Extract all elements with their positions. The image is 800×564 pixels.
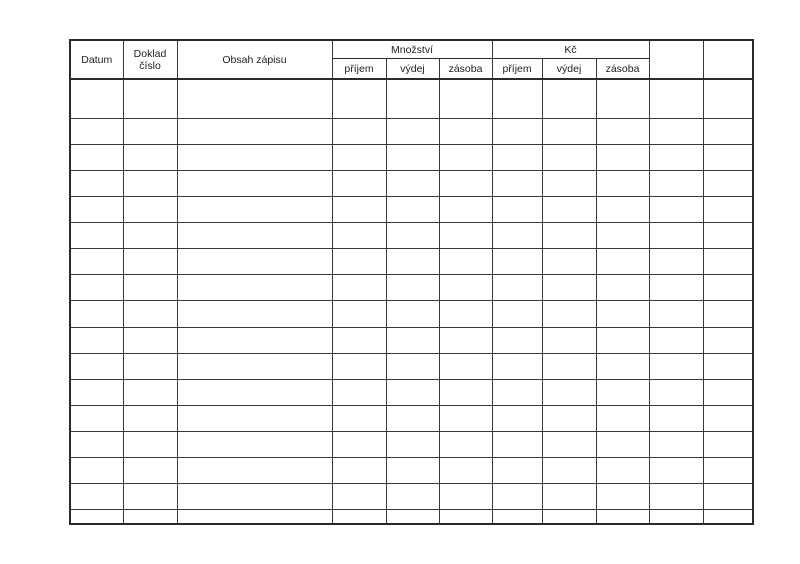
cell-datum[interactable] <box>71 431 123 457</box>
cell-obsah-zapisu[interactable] <box>177 301 332 327</box>
header-mnozstvi-prijem: příjem <box>332 59 386 80</box>
cell-kc-zasoba[interactable] <box>596 458 649 484</box>
cell-extra-2[interactable] <box>703 458 752 484</box>
cell-mnozstvi-zasoba[interactable] <box>439 275 492 301</box>
cell-extra-1[interactable] <box>649 510 703 523</box>
cell-obsah-zapisu[interactable] <box>177 223 332 249</box>
cell-extra-2[interactable] <box>703 405 752 431</box>
cell-kc-vydej[interactable] <box>542 170 596 196</box>
header-obsah-zapisu: Obsah zápisu <box>177 41 332 79</box>
cell-mnozstvi-prijem[interactable] <box>332 275 386 301</box>
cell-mnozstvi-zasoba[interactable] <box>439 405 492 431</box>
cell-doklad-cislo[interactable] <box>123 510 177 523</box>
cell-extra-1[interactable] <box>649 118 703 144</box>
cell-extra-2[interactable] <box>703 327 752 353</box>
cell-extra-2[interactable] <box>703 379 752 405</box>
header-datum: Datum <box>71 41 123 79</box>
cell-doklad-cislo[interactable] <box>123 458 177 484</box>
cell-mnozstvi-zasoba[interactable] <box>439 170 492 196</box>
cell-mnozstvi-prijem[interactable] <box>332 327 386 353</box>
cell-kc-vydej[interactable] <box>542 431 596 457</box>
cell-datum[interactable] <box>71 405 123 431</box>
cell-extra-1[interactable] <box>649 223 703 249</box>
cell-obsah-zapisu[interactable] <box>177 144 332 170</box>
cell-mnozstvi-vydej[interactable] <box>386 223 439 249</box>
cell-extra-1[interactable] <box>649 170 703 196</box>
cell-kc-prijem[interactable] <box>492 144 542 170</box>
cell-extra-2[interactable] <box>703 223 752 249</box>
cell-datum[interactable] <box>71 353 123 379</box>
cell-extra-2[interactable] <box>703 484 752 510</box>
cell-kc-prijem[interactable] <box>492 510 542 523</box>
cell-datum[interactable] <box>71 223 123 249</box>
cell-extra-1[interactable] <box>649 379 703 405</box>
cell-mnozstvi-prijem[interactable] <box>332 301 386 327</box>
cell-extra-2[interactable] <box>703 275 752 301</box>
cell-kc-prijem[interactable] <box>492 458 542 484</box>
cell-extra-1[interactable] <box>649 353 703 379</box>
cell-doklad-cislo[interactable] <box>123 79 177 118</box>
cell-datum[interactable] <box>71 275 123 301</box>
cell-doklad-cislo[interactable] <box>123 144 177 170</box>
cell-kc-zasoba[interactable] <box>596 379 649 405</box>
cell-kc-vydej[interactable] <box>542 275 596 301</box>
cell-kc-vydej[interactable] <box>542 144 596 170</box>
cell-mnozstvi-zasoba[interactable] <box>439 249 492 275</box>
table-row <box>71 79 752 118</box>
cell-extra-1[interactable] <box>649 79 703 118</box>
cell-kc-prijem[interactable] <box>492 379 542 405</box>
cell-kc-prijem[interactable] <box>492 118 542 144</box>
cell-extra-1[interactable] <box>649 405 703 431</box>
cell-mnozstvi-prijem[interactable] <box>332 379 386 405</box>
cell-doklad-cislo[interactable] <box>123 118 177 144</box>
cell-kc-zasoba[interactable] <box>596 353 649 379</box>
cell-extra-1[interactable] <box>649 301 703 327</box>
cell-obsah-zapisu[interactable] <box>177 327 332 353</box>
cell-kc-prijem[interactable] <box>492 431 542 457</box>
cell-mnozstvi-vydej[interactable] <box>386 118 439 144</box>
cell-mnozstvi-vydej[interactable] <box>386 301 439 327</box>
cell-kc-vydej[interactable] <box>542 379 596 405</box>
cell-kc-prijem[interactable] <box>492 484 542 510</box>
header-kc-vydej: výdej <box>542 59 596 80</box>
cell-obsah-zapisu[interactable] <box>177 79 332 118</box>
cell-mnozstvi-vydej[interactable] <box>386 275 439 301</box>
cell-datum[interactable] <box>71 458 123 484</box>
cell-doklad-cislo[interactable] <box>123 327 177 353</box>
cell-kc-prijem[interactable] <box>492 249 542 275</box>
table-row <box>71 275 752 301</box>
cell-extra-2[interactable] <box>703 197 752 223</box>
cell-kc-vydej[interactable] <box>542 79 596 118</box>
cell-obsah-zapisu[interactable] <box>177 431 332 457</box>
cell-kc-vydej[interactable] <box>542 484 596 510</box>
cell-kc-zasoba[interactable] <box>596 170 649 196</box>
cell-mnozstvi-vydej[interactable] <box>386 405 439 431</box>
cell-kc-vydej[interactable] <box>542 301 596 327</box>
cell-kc-prijem[interactable] <box>492 170 542 196</box>
cell-datum[interactable] <box>71 170 123 196</box>
header-doklad-cislo <box>123 41 177 79</box>
table-row <box>71 327 752 353</box>
table-row <box>71 405 752 431</box>
cell-kc-prijem[interactable] <box>492 327 542 353</box>
cell-kc-zasoba[interactable] <box>596 118 649 144</box>
cell-extra-1[interactable] <box>649 327 703 353</box>
cell-doklad-cislo[interactable] <box>123 275 177 301</box>
cell-mnozstvi-zasoba[interactable] <box>439 118 492 144</box>
cell-obsah-zapisu[interactable] <box>177 197 332 223</box>
cell-kc-zasoba[interactable] <box>596 144 649 170</box>
cell-datum[interactable] <box>71 510 123 523</box>
cell-extra-1[interactable] <box>649 484 703 510</box>
cell-mnozstvi-prijem[interactable] <box>332 223 386 249</box>
cell-doklad-cislo[interactable] <box>123 301 177 327</box>
cell-mnozstvi-vydej[interactable] <box>386 379 439 405</box>
header-kc-prijem: příjem <box>492 59 542 80</box>
cell-kc-zasoba[interactable] <box>596 249 649 275</box>
cell-mnozstvi-prijem[interactable] <box>332 170 386 196</box>
table-row <box>71 458 752 484</box>
cell-kc-prijem[interactable] <box>492 301 542 327</box>
cell-extra-2[interactable] <box>703 79 752 118</box>
cell-mnozstvi-vydej[interactable] <box>386 144 439 170</box>
cell-mnozstvi-vydej[interactable] <box>386 249 439 275</box>
cell-kc-zasoba[interactable] <box>596 197 649 223</box>
cell-extra-2[interactable] <box>703 249 752 275</box>
table-row <box>71 301 752 327</box>
cell-doklad-cislo[interactable] <box>123 170 177 196</box>
cell-mnozstvi-prijem[interactable] <box>332 431 386 457</box>
cell-mnozstvi-zasoba[interactable] <box>439 301 492 327</box>
cell-obsah-zapisu[interactable] <box>177 510 332 523</box>
cell-mnozstvi-vydej[interactable] <box>386 327 439 353</box>
table-row <box>71 353 752 379</box>
cell-obsah-zapisu[interactable] <box>177 458 332 484</box>
cell-mnozstvi-prijem[interactable] <box>332 353 386 379</box>
cell-mnozstvi-prijem[interactable] <box>332 79 386 118</box>
cell-doklad-cislo[interactable] <box>123 431 177 457</box>
cell-kc-zasoba[interactable] <box>596 405 649 431</box>
ledger-body <box>71 79 752 523</box>
cell-kc-vydej[interactable] <box>542 118 596 144</box>
cell-kc-vydej[interactable] <box>542 510 596 523</box>
cell-datum[interactable] <box>71 197 123 223</box>
header-doklad-line1: Doklad <box>133 47 167 60</box>
table-row <box>71 249 752 275</box>
table-row <box>71 170 752 196</box>
cell-kc-zasoba[interactable] <box>596 275 649 301</box>
header-mnozstvi-vydej: výdej <box>386 59 439 80</box>
cell-kc-prijem[interactable] <box>492 79 542 118</box>
cell-kc-zasoba[interactable] <box>596 301 649 327</box>
cell-kc-vydej[interactable] <box>542 458 596 484</box>
cell-kc-zasoba[interactable] <box>596 223 649 249</box>
cell-mnozstvi-vydej[interactable] <box>386 484 439 510</box>
cell-kc-zasoba[interactable] <box>596 431 649 457</box>
cell-mnozstvi-prijem[interactable] <box>332 405 386 431</box>
cell-doklad-cislo[interactable] <box>123 405 177 431</box>
cell-doklad-cislo[interactable] <box>123 484 177 510</box>
cell-mnozstvi-prijem[interactable] <box>332 118 386 144</box>
cell-mnozstvi-prijem[interactable] <box>332 484 386 510</box>
cell-extra-1[interactable] <box>649 458 703 484</box>
header-mnozstvi-zasoba: zásoba <box>439 59 492 80</box>
cell-extra-2[interactable] <box>703 118 752 144</box>
cell-kc-prijem[interactable] <box>492 405 542 431</box>
cell-kc-vydej[interactable] <box>542 197 596 223</box>
cell-mnozstvi-zasoba[interactable] <box>439 458 492 484</box>
cell-extra-1[interactable] <box>649 197 703 223</box>
cell-doklad-cislo[interactable] <box>123 223 177 249</box>
cell-mnozstvi-prijem[interactable] <box>332 249 386 275</box>
cell-mnozstvi-zasoba[interactable] <box>439 223 492 249</box>
cell-datum[interactable] <box>71 301 123 327</box>
cell-mnozstvi-prijem[interactable] <box>332 510 386 523</box>
cell-mnozstvi-vydej[interactable] <box>386 353 439 379</box>
cell-mnozstvi-vydej[interactable] <box>386 431 439 457</box>
ledger-sheet <box>69 39 754 525</box>
table-row <box>71 223 752 249</box>
header-kc: Kč <box>492 41 649 59</box>
cell-mnozstvi-vydej[interactable] <box>386 170 439 196</box>
table-row <box>71 197 752 223</box>
cell-mnozstvi-vydej[interactable] <box>386 510 439 523</box>
cell-extra-1[interactable] <box>649 275 703 301</box>
cell-mnozstvi-prijem[interactable] <box>332 458 386 484</box>
cell-mnozstvi-prijem[interactable] <box>332 144 386 170</box>
header-doklad-line2: číslo <box>139 59 161 72</box>
cell-kc-prijem[interactable] <box>492 197 542 223</box>
table-row <box>71 379 752 405</box>
cell-extra-2[interactable] <box>703 170 752 196</box>
cell-kc-vydej[interactable] <box>542 353 596 379</box>
cell-kc-zasoba[interactable] <box>596 79 649 118</box>
cell-mnozstvi-zasoba[interactable] <box>439 510 492 523</box>
cell-datum[interactable] <box>71 484 123 510</box>
cell-kc-zasoba[interactable] <box>596 484 649 510</box>
cell-mnozstvi-zasoba[interactable] <box>439 484 492 510</box>
cell-datum[interactable] <box>71 79 123 118</box>
table-row <box>71 431 752 457</box>
header-extra-2 <box>703 41 752 79</box>
cell-mnozstvi-zasoba[interactable] <box>439 197 492 223</box>
cell-obsah-zapisu[interactable] <box>177 275 332 301</box>
cell-extra-1[interactable] <box>649 249 703 275</box>
header-extra-1 <box>649 41 703 79</box>
table-row <box>71 510 752 523</box>
cell-kc-prijem[interactable] <box>492 223 542 249</box>
cell-datum[interactable] <box>71 379 123 405</box>
cell-doklad-cislo[interactable] <box>123 249 177 275</box>
header-kc-zasoba: zásoba <box>596 59 649 80</box>
ledger-table <box>71 41 752 523</box>
cell-kc-vydej[interactable] <box>542 327 596 353</box>
cell-mnozstvi-zasoba[interactable] <box>439 327 492 353</box>
cell-extra-2[interactable] <box>703 431 752 457</box>
cell-mnozstvi-zasoba[interactable] <box>439 431 492 457</box>
cell-extra-1[interactable] <box>649 431 703 457</box>
cell-mnozstvi-vydej[interactable] <box>386 79 439 118</box>
cell-mnozstvi-zasoba[interactable] <box>439 144 492 170</box>
cell-mnozstvi-zasoba[interactable] <box>439 379 492 405</box>
cell-obsah-zapisu[interactable] <box>177 379 332 405</box>
cell-mnozstvi-zasoba[interactable] <box>439 79 492 118</box>
cell-kc-prijem[interactable] <box>492 275 542 301</box>
cell-doklad-cislo[interactable] <box>123 197 177 223</box>
cell-kc-zasoba[interactable] <box>596 510 649 523</box>
cell-kc-vydej[interactable] <box>542 223 596 249</box>
cell-extra-2[interactable] <box>703 353 752 379</box>
cell-obsah-zapisu[interactable] <box>177 484 332 510</box>
cell-mnozstvi-vydej[interactable] <box>386 458 439 484</box>
cell-datum[interactable] <box>71 327 123 353</box>
cell-mnozstvi-prijem[interactable] <box>332 197 386 223</box>
cell-extra-2[interactable] <box>703 144 752 170</box>
cell-obsah-zapisu[interactable] <box>177 170 332 196</box>
cell-extra-2[interactable] <box>703 301 752 327</box>
cell-doklad-cislo[interactable] <box>123 379 177 405</box>
cell-obsah-zapisu[interactable] <box>177 405 332 431</box>
table-row <box>71 118 752 144</box>
header-mnozstvi: Množství <box>332 41 492 59</box>
cell-datum[interactable] <box>71 118 123 144</box>
table-row <box>71 144 752 170</box>
cell-kc-vydej[interactable] <box>542 405 596 431</box>
cell-kc-vydej[interactable] <box>542 249 596 275</box>
cell-mnozstvi-vydej[interactable] <box>386 197 439 223</box>
cell-datum[interactable] <box>71 144 123 170</box>
cell-obsah-zapisu[interactable] <box>177 118 332 144</box>
table-row <box>71 484 752 510</box>
cell-datum[interactable] <box>71 249 123 275</box>
cell-kc-zasoba[interactable] <box>596 327 649 353</box>
cell-obsah-zapisu[interactable] <box>177 353 332 379</box>
cell-doklad-cislo[interactable] <box>123 353 177 379</box>
cell-obsah-zapisu[interactable] <box>177 249 332 275</box>
cell-mnozstvi-zasoba[interactable] <box>439 353 492 379</box>
cell-kc-prijem[interactable] <box>492 353 542 379</box>
cell-extra-2[interactable] <box>703 510 752 523</box>
cell-extra-1[interactable] <box>649 144 703 170</box>
